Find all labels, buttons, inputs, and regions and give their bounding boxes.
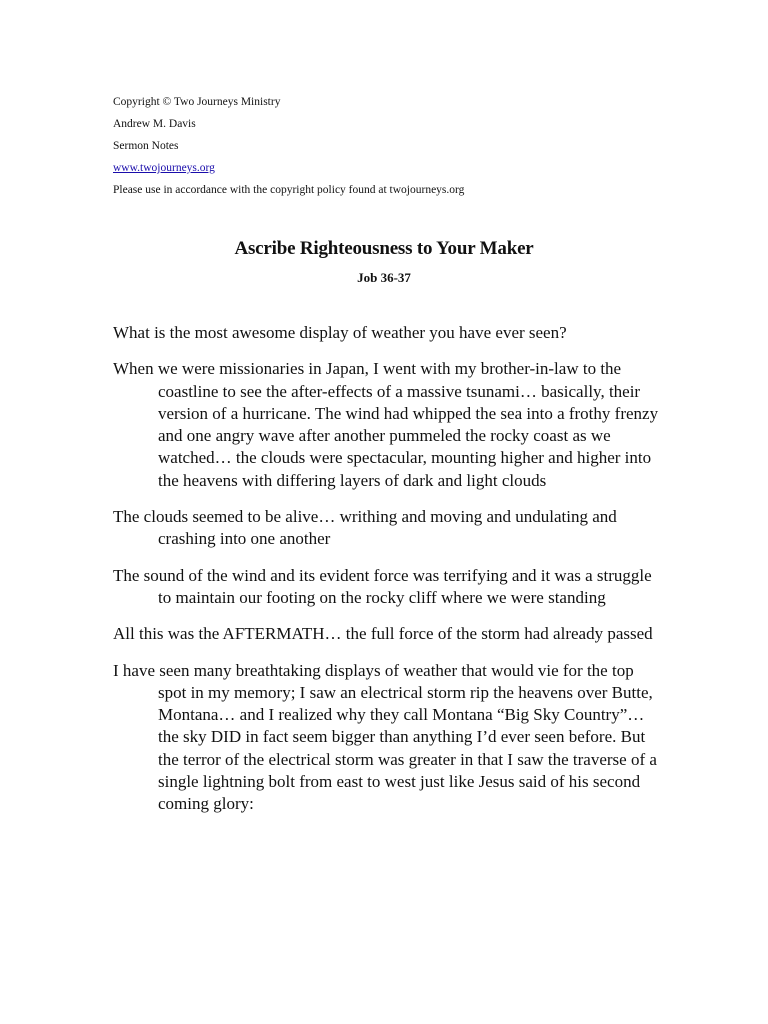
copyright-policy-note: Please use in accordance with the copyright policy found at twojourneys.org (113, 184, 465, 196)
author-name: Andrew M. Davis (113, 118, 196, 130)
copyright-line: Copyright © Two Journeys Ministry (113, 96, 281, 108)
paragraph-opening-question: What is the most awesome display of weather you have ever seen? (113, 323, 567, 342)
paragraph-aftermath: All this was the AFTERMATH… the full force of the storm had already passed (113, 624, 653, 644)
paragraph-wind-sound: The sound of the wind and its evident force was terrifying and it was a struggle to maintain our footing on the rocky cliff where we were standing (113, 565, 652, 607)
scripture-reference: Job 36-37 (357, 270, 411, 285)
paragraph-japan-tsunami: When we were missionaries in Japan, I went with my brother-in-law to the coastline to see the after-effects of a massive tsunami… basically, their version of a hurricane. The wind had whipped the sea into a frothy frenzy and one angry wave after another pummeled the rocky coast as we watched… the clouds were spectacular, mounting higher and higher into the heavens with differing layers of dark and light clouds (113, 359, 659, 490)
document-type: Sermon Notes (113, 140, 179, 152)
website-link[interactable]: www.twojourneys.org (113, 162, 215, 174)
document-header (113, 91, 673, 201)
paragraph-clouds-alive: The clouds seemed to be alive… writhing and moving and undulating and crashing into one another (113, 507, 617, 549)
sermon-body (113, 322, 661, 830)
sermon-title: Ascribe Righteousness to Your Maker (234, 238, 534, 259)
paragraph-montana-storm: I have seen many breathtaking displays of weather that would vie for the top spot in my memory; I saw an electrical storm rip the heavens over Butte, Montana… and I realized why they call Montana “Big Sky Country”… the sky DID in fact seem bigger than anything I’d ever seen before. But the terror of the electrical storm was greater in that I saw the traverse of a single lightning bolt from east to west just like Jesus said of his second coming glory: (113, 660, 657, 814)
